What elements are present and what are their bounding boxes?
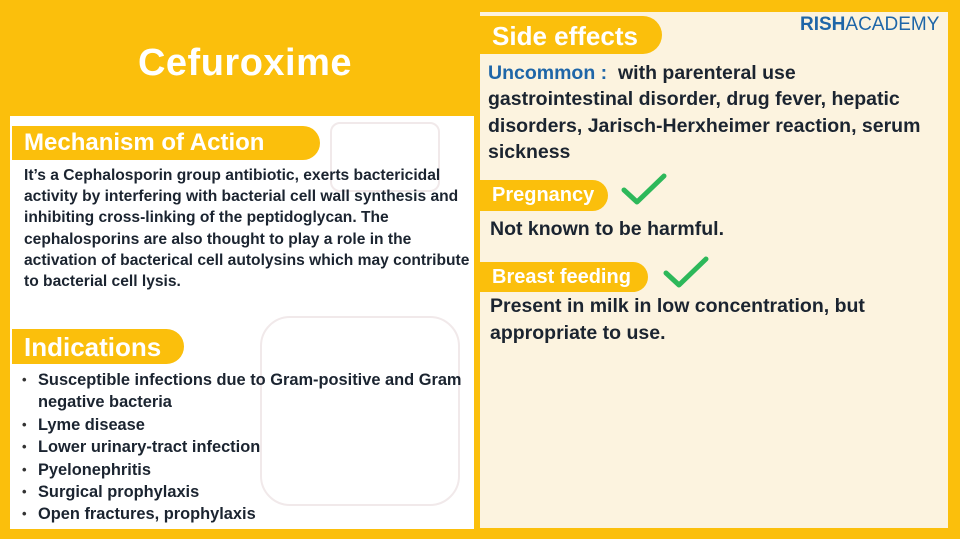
indications-heading: Indications <box>12 329 184 364</box>
breast-feeding-heading: Breast feeding <box>480 262 648 292</box>
list-item: • Surgical prophylaxis <box>20 481 474 503</box>
brand-logo <box>800 14 939 36</box>
mechanism-text: It’s a Cephalosporin group antibiotic, exerts bactericidal activity by interfering with bacterial cell wall synthesis and inhibiting cross-linking of the peptidoglycan. The cephalosporins are also thought to play a role in the activation of bacterical cell autolysins which may contribute to bacterial cell lysis. <box>24 167 470 291</box>
drug-title: Cefuroxime <box>137 42 353 84</box>
list-item: • Open fractures, prophylaxis <box>20 503 474 525</box>
list-item: • Susceptible infections due to Gram-positive and Gram negative bacteria <box>20 369 474 414</box>
breast-feeding-text: Present in milk in low concentration, but appropriate to use. <box>490 295 865 344</box>
list-item: • Lower urinary-tract infection <box>20 436 474 458</box>
indications-list <box>20 369 474 526</box>
check-icon <box>620 172 668 208</box>
pregnancy-heading: Pregnancy <box>480 180 608 211</box>
side-effects-text-block <box>488 60 928 166</box>
side-effects-heading: Side effects <box>480 16 662 54</box>
logo-part-1: RISH <box>800 14 846 35</box>
check-icon <box>662 255 710 291</box>
mechanism-heading: Mechanism of Action <box>12 126 320 160</box>
list-item: • Pyelonephritis <box>20 459 474 481</box>
list-item: • Lyme disease <box>20 414 474 436</box>
logo-part-2: ACADEMY <box>845 14 940 35</box>
pregnancy-text: Not known to be harmful. <box>490 218 724 240</box>
uncommon-label: Uncommon : <box>488 62 608 84</box>
side-effects-text: with parenteral use gastrointestinal disorder, drug fever, hepatic disorders, Jarisch-Herxheimer reaction, serum sickness <box>488 62 921 164</box>
